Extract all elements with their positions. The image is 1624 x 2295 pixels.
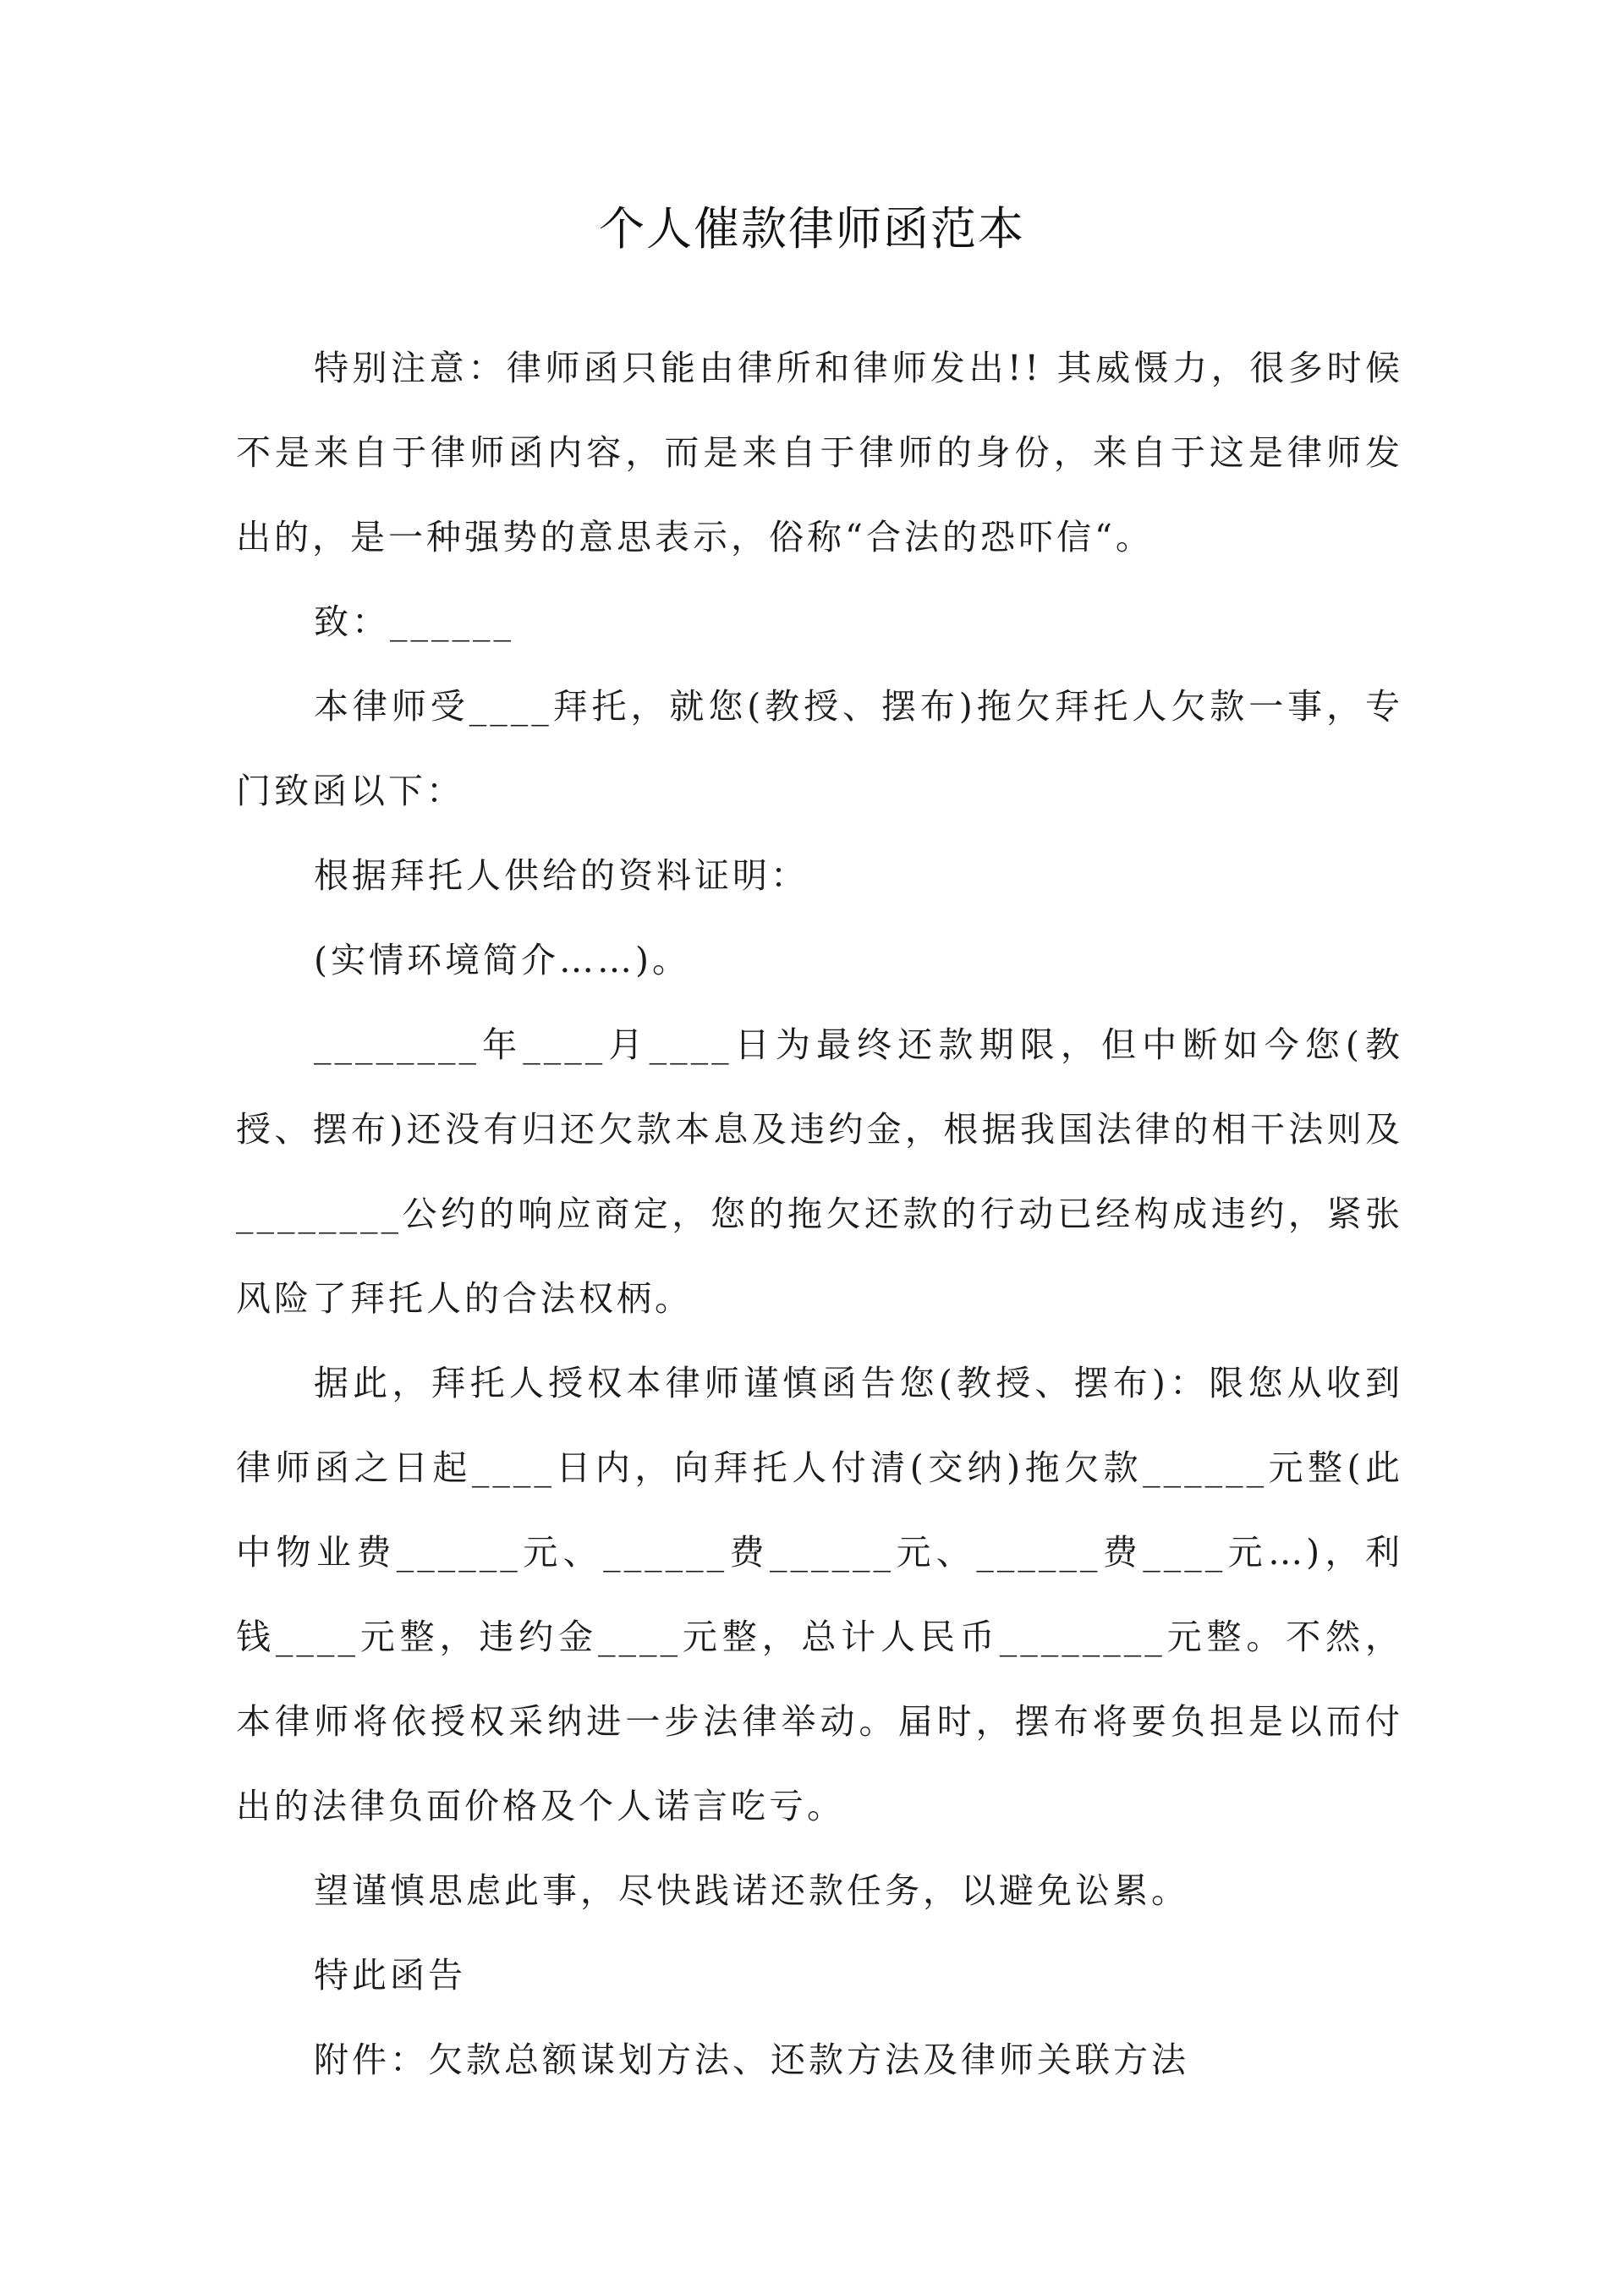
mandate-paragraph: 本律师受____拜托，就您(教授、摆布)拖欠拜托人欠款一事，专门致函以下： — [236, 686, 1403, 811]
notice-paragraph: 特别注意：律师函只能由律所和律师发出!! 其威慑力，很多时候不是来自于律师函内容，而是来自于律师的身份，来自于这是律师发出的，是一种强势的意思表示，俗称“合法的恐吓信“。 — [236, 348, 1403, 557]
breach-paragraph: ________年____月____日为最终还款期限，但中断如今您(教授、摆布)还没有归还欠款本息及违约金，根据我国法律的相干法则及________公约的响应商定，您的拖欠还款的行动已经构成违约，紧张风险了拜托人的合法权柄。 — [236, 1024, 1403, 1319]
evidence-intro: 根据拜托人供给的资料证明： — [314, 855, 809, 896]
closing-formula: 特此函告 — [314, 1955, 466, 1996]
demand-paragraph: 据此，拜托人授权本律师谨慎函告您(教授、摆布)：限您从收到律师函之日起____日内，向拜托人付清(交纳)拖欠款______元整(此中物业费______元、______费______元、______费____元…)，利钱____元整，违约金____元整，总计人民币________元整。不然，本律师将依授权采纳进一步法律举动。届时，摆布将要负担是以而付出的法律负面价格及个人诺言吃亏。 — [236, 1363, 1403, 1826]
recipient-line: 致：______ — [314, 601, 514, 642]
document-body — [236, 326, 1403, 2102]
attachment-line: 附件：欠款总额谋划方法、还款方法及律师关联方法 — [314, 2040, 1189, 2080]
document-title: 个人催款律师函范本 — [599, 202, 1025, 255]
facts-summary: (实情环境简介……)。 — [314, 940, 690, 980]
closing-advice: 望谨慎思虑此事，尽快践诺还款任务，以避免讼累。 — [314, 1870, 1189, 1911]
